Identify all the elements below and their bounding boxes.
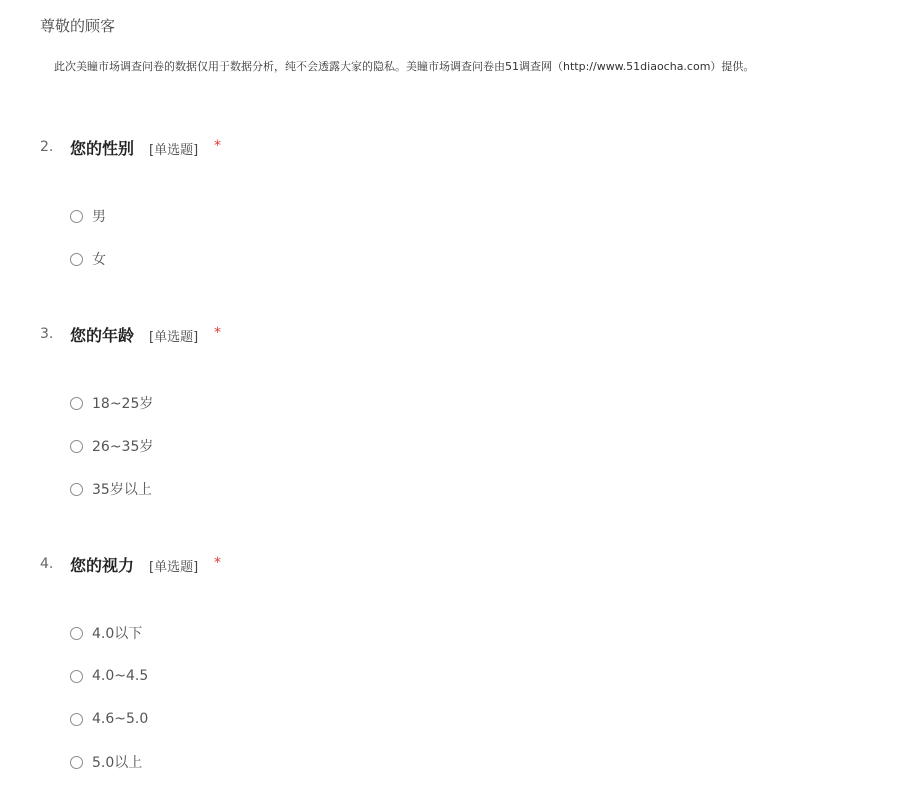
question-age: [40, 323, 860, 498]
greeting-heading: 尊敬的顾客: [40, 17, 116, 35]
question-number: 2.: [40, 139, 54, 155]
option-eyesight-4-6-5-0[interactable]: [70, 709, 148, 729]
option-label: 5.0以上: [92, 755, 143, 771]
option-age-26-35[interactable]: [70, 436, 153, 456]
required-marker: *: [214, 555, 221, 571]
question-type-label: [单选题]: [149, 143, 199, 158]
question-title: 您的年龄: [70, 326, 135, 345]
radio-button[interactable]: [70, 713, 83, 726]
question-title: 您的视力: [70, 556, 135, 575]
radio-button[interactable]: [70, 440, 83, 453]
option-label: 男: [92, 209, 106, 225]
option-eyesight-above-5-0[interactable]: [70, 752, 142, 772]
option-label: 26~35岁: [92, 439, 154, 455]
radio-button[interactable]: [70, 253, 83, 266]
option-label: 4.6~5.0: [92, 711, 149, 727]
radio-button[interactable]: [70, 756, 83, 769]
option-male[interactable]: [70, 206, 106, 226]
required-marker: *: [214, 325, 221, 341]
option-label: 4.0~4.5: [92, 668, 149, 684]
question-eyesight: [40, 553, 860, 771]
question-number: 4.: [40, 556, 54, 572]
question-type-label: [单选题]: [149, 560, 199, 575]
required-marker: *: [214, 138, 221, 154]
option-label: 4.0以下: [92, 626, 143, 642]
radio-button[interactable]: [70, 627, 83, 640]
radio-button[interactable]: [70, 483, 83, 496]
radio-button[interactable]: [70, 670, 83, 683]
survey-intro: 此次美瞳市场调查问卷的数据仅用于数据分析，纯不会透露大家的隐私。美瞳市场调查问卷由51调查网（http://www.51diaocha.com）提供。: [54, 60, 755, 73]
question-number: 3.: [40, 326, 54, 342]
option-label: 18~25岁: [92, 396, 154, 412]
question-title: 您的性别: [70, 139, 135, 158]
option-label: 35岁以上: [92, 482, 152, 498]
option-age-35-plus[interactable]: [70, 479, 152, 499]
option-age-18-25[interactable]: [70, 393, 153, 413]
option-eyesight-4-0-4-5[interactable]: [70, 666, 148, 686]
question-type-label: [单选题]: [149, 330, 199, 345]
question-gender: [40, 136, 860, 268]
option-label: 女: [92, 252, 106, 268]
option-female[interactable]: [70, 249, 106, 269]
option-eyesight-below-4-0[interactable]: [70, 623, 142, 643]
radio-button[interactable]: [70, 397, 83, 410]
radio-button[interactable]: [70, 210, 83, 223]
